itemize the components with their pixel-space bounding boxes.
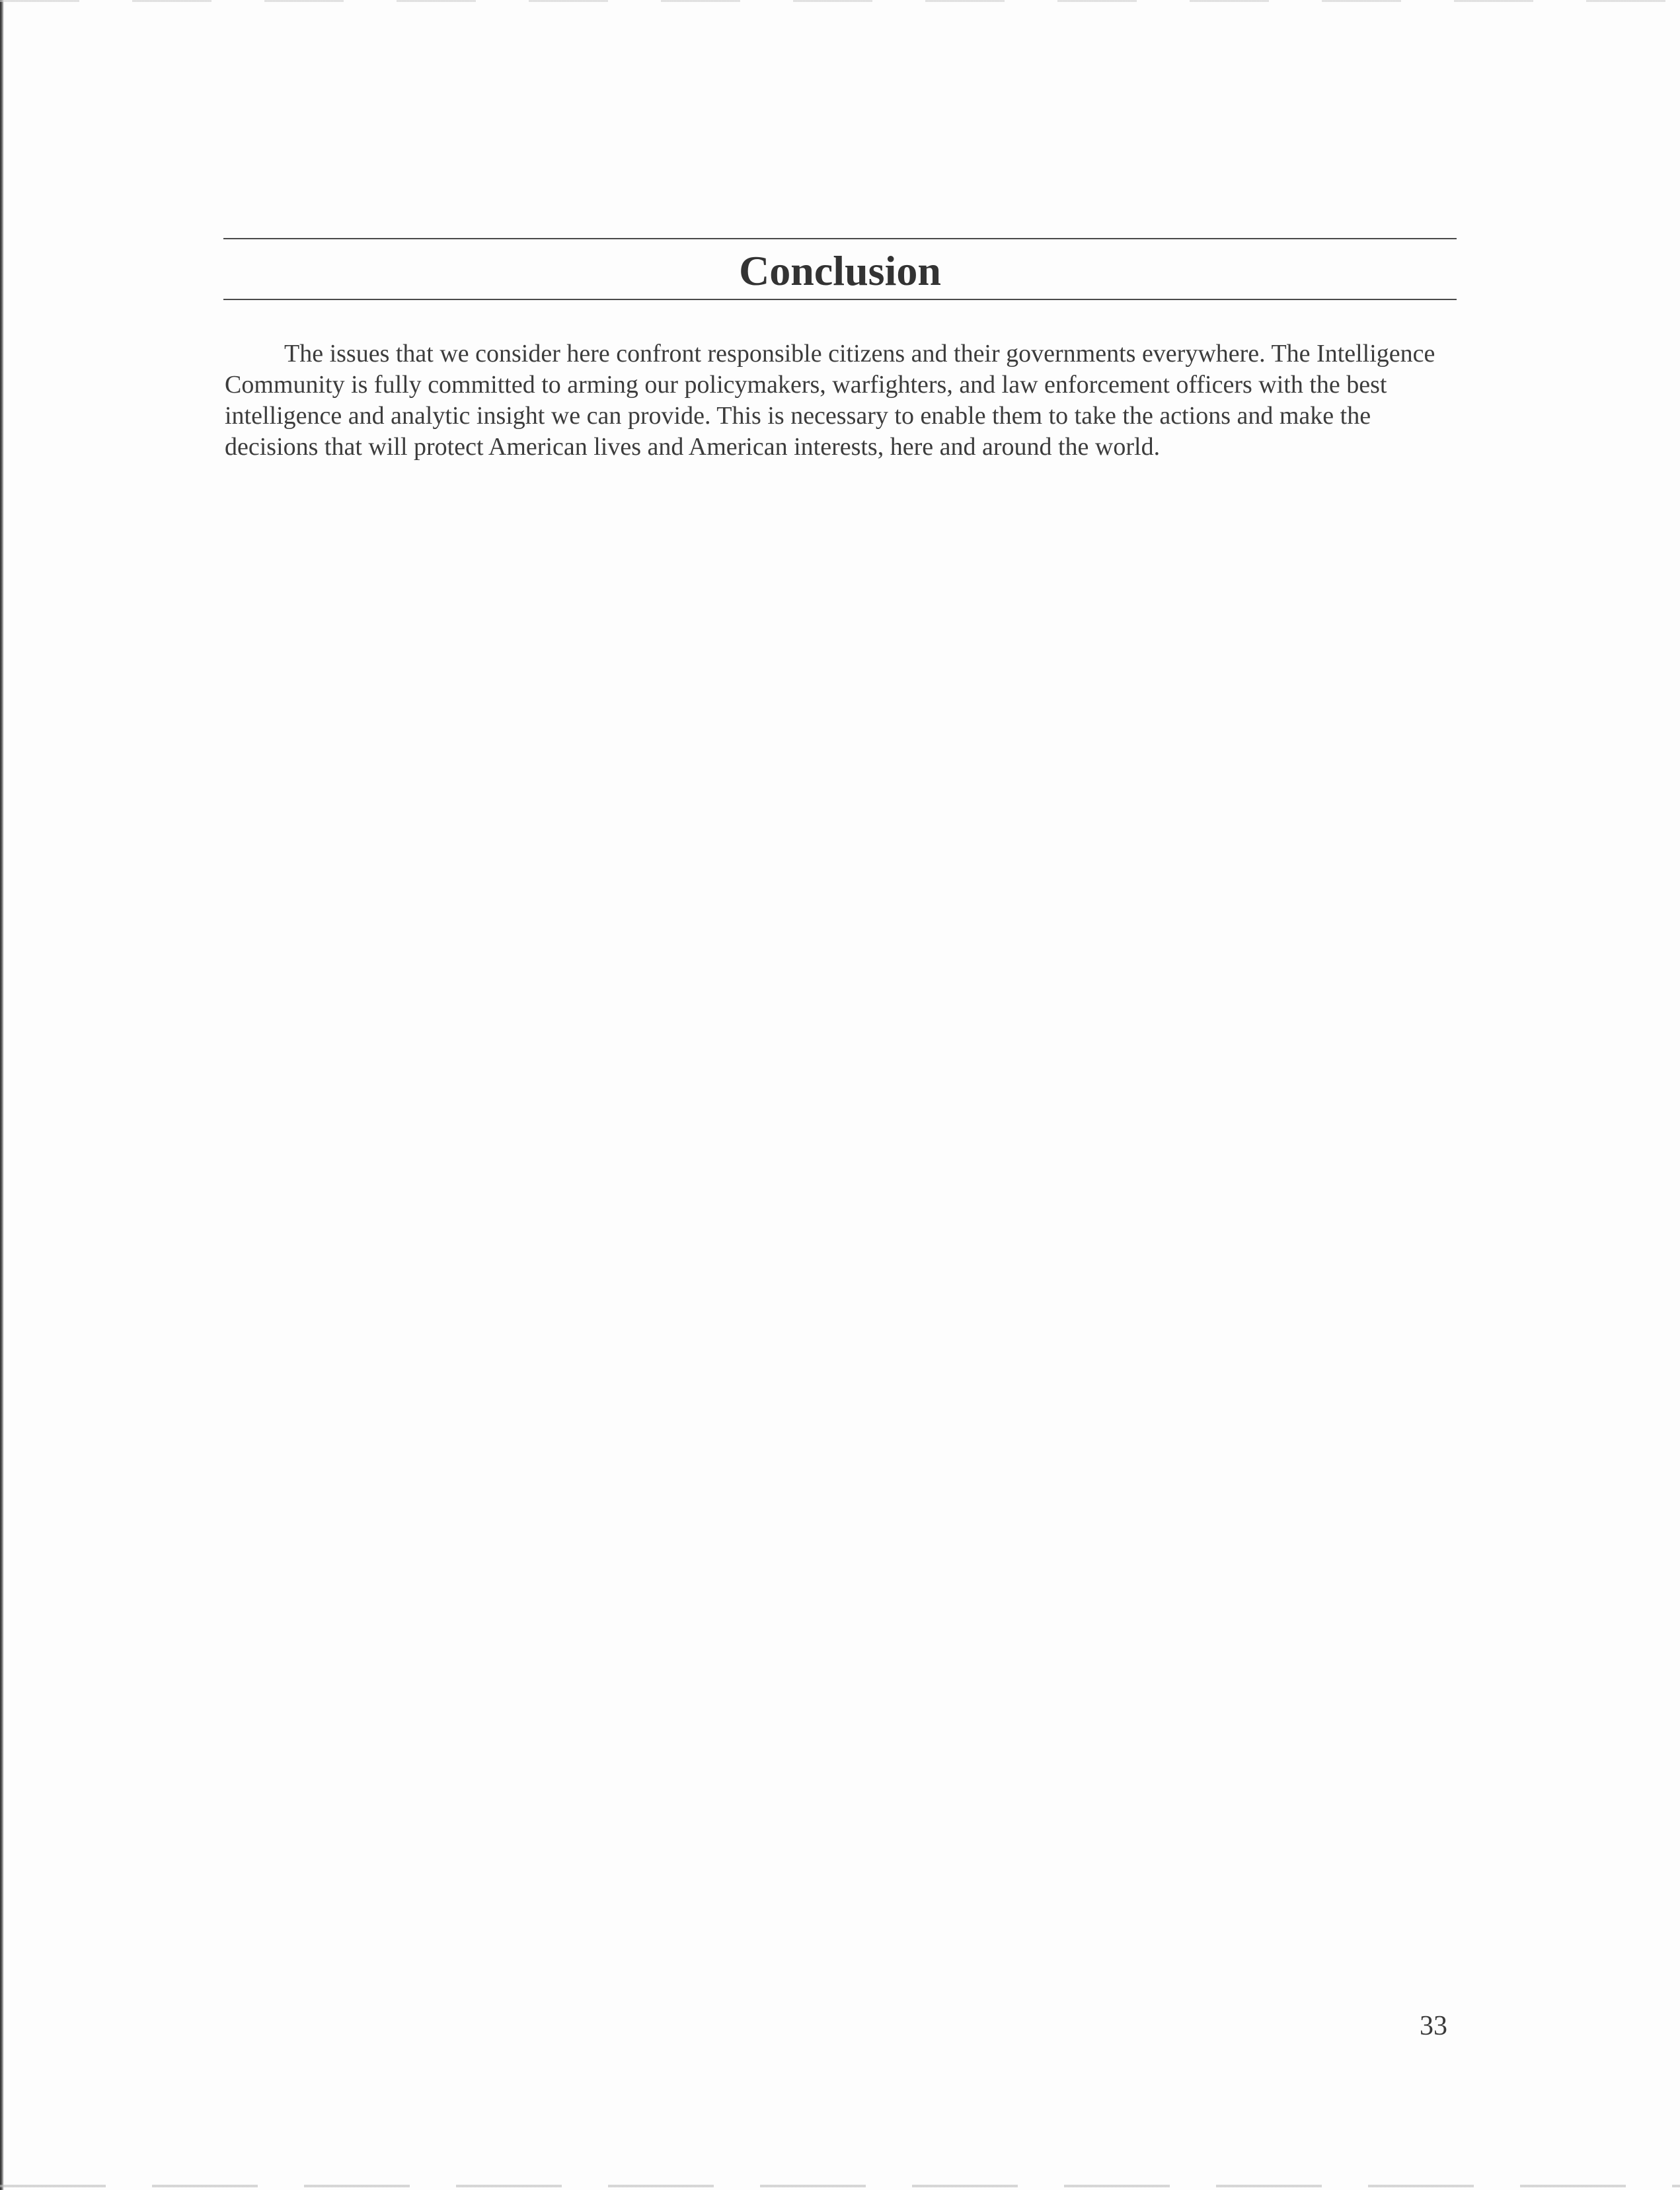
page-number: 33	[1420, 2011, 1447, 2041]
page-title: Conclusion	[739, 247, 941, 294]
conclusion-paragraph: The issues that we consider here confront responsible citizens and their governments everywhere. The Intelligence Community is fully committed to arming our policymakers, warfighters, and law enforcement officers with the best intelligence and analytic insight we can provide. This is necessary to enable them to take the actions and make the decisions that will protect American lives and American interests, here and around the world.	[225, 340, 1435, 461]
heading-rule-top	[223, 238, 1457, 239]
scan-edge-top	[0, 0, 1680, 2]
heading-rule-bottom	[223, 299, 1457, 300]
section-heading	[223, 238, 1457, 301]
scan-edge-left	[0, 0, 4, 2190]
scan-edge-bottom	[0, 2185, 1680, 2187]
